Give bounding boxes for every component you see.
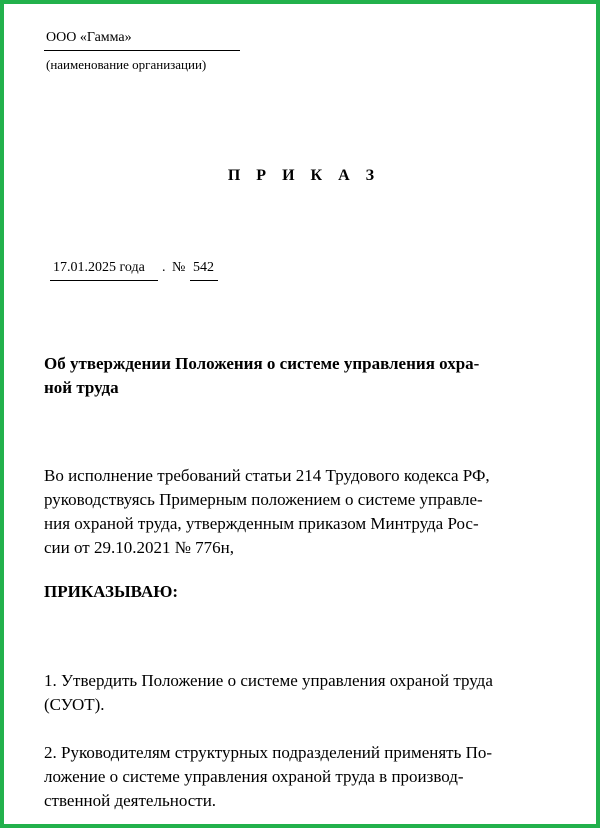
preamble-line: Во исполнение требований статьи 214 Трудового кодекса РФ, [44, 466, 490, 485]
order-number-underline [190, 280, 218, 281]
preamble-line: руководствуясь Примерным положением о системе управле- [44, 490, 483, 509]
order-number-sign: № [172, 260, 186, 275]
order-directive-word: ПРИКАЗЫВАЮ: [44, 582, 179, 601]
item-line: ственной деятельности. [44, 791, 217, 810]
subject-line: ной труда [44, 378, 119, 397]
order-number: 542 [193, 260, 214, 275]
subject-line: Об утверждении Положения о системе управления охра- [44, 354, 480, 373]
document-title: П Р И К А З [227, 167, 381, 184]
order-date: 17.01.2025 года [53, 260, 145, 275]
item-line: ложение о системе управления охраной труда в производ- [44, 767, 464, 786]
order-item-1 [44, 669, 564, 717]
item-line: 1. Утвердить Положение о системе управления охраной труда [44, 671, 493, 690]
organization-underline [44, 50, 240, 51]
order-date-dot: . [162, 260, 166, 275]
order-date-underline [50, 280, 158, 281]
organization-name: ООО «Гамма» [46, 30, 132, 45]
preamble-line: сии от 29.10.2021 № 776н, [44, 538, 235, 557]
order-preamble [44, 464, 564, 560]
preamble-line: ния охраной труда, утвержденным приказом Минтруда Рос- [44, 514, 479, 533]
order-subject [44, 352, 564, 400]
item-line: 2. Руководителям структурных подразделений применять По- [44, 743, 493, 762]
organization-caption: (наименование организации) [46, 57, 207, 72]
item-line: (СУОТ). [44, 695, 105, 714]
order-item-2 [44, 741, 564, 813]
